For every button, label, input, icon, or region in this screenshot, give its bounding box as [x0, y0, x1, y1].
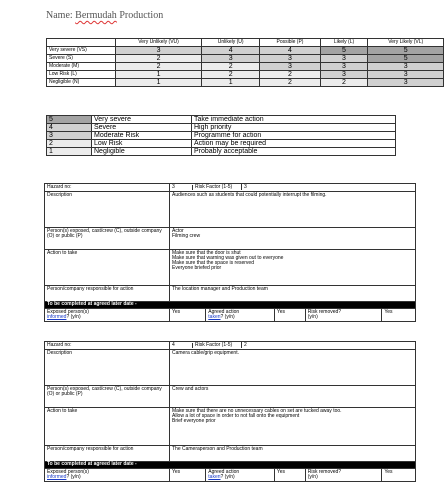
legend-number: 1	[47, 148, 92, 156]
legend-number: 2	[47, 140, 92, 148]
legend-row	[47, 132, 396, 140]
matrix-col-header: Possible (P)	[260, 39, 320, 47]
risk-removed-label: Risk removed? (y/n)	[305, 309, 382, 322]
legend-action: High priority	[192, 124, 396, 132]
persons-line: Filming crew	[172, 233, 201, 239]
action-line: Allow a lot of space in order to not fall onto the equipment	[172, 413, 300, 419]
matrix-cell: 2	[260, 79, 320, 87]
hazard-no-value: 3	[172, 184, 175, 190]
title-name: Bermudah	[75, 10, 117, 21]
hazard-no-label: Hazard no:	[45, 342, 170, 350]
risk-legend	[46, 115, 396, 156]
risk-factor-value: 2	[241, 342, 247, 348]
legend-label: Severe	[92, 124, 192, 132]
matrix-corner-cell	[47, 39, 116, 47]
hazard-no-row	[170, 342, 416, 350]
matrix-cell: 3	[116, 47, 202, 55]
exposed-informed-label: Exposed person(s) informed? (y/n)	[45, 309, 170, 322]
exposed-informed-label: Exposed person(s) informed? (y/n)	[45, 469, 170, 482]
matrix-row	[47, 71, 444, 79]
agreed-action-label: Agreed action taken? (y/n)	[206, 309, 275, 322]
completed-banner: To be completed at agreed later date -	[45, 302, 416, 309]
risk-matrix	[46, 38, 444, 87]
matrix-col-header: Unlikely (U)	[202, 39, 260, 47]
action-label: Action to take	[45, 408, 170, 446]
informed-value: Yes	[170, 469, 206, 482]
matrix-cell: 3	[260, 63, 320, 71]
matrix-row	[47, 47, 444, 55]
legend-action: Programme for action	[192, 132, 396, 140]
risk-removed-value: Yes	[382, 309, 416, 322]
agreed-action-value: Yes	[274, 309, 305, 322]
risk-factor-label: Risk Factor (1-5)	[192, 185, 241, 190]
description-value: Camera cable/grip equipment.	[170, 350, 416, 386]
matrix-cell: 1	[116, 71, 202, 79]
description-value: Audiences such as students that could potentially interrupt the filming.	[170, 192, 416, 228]
action-line: Make sure that warning was given out to everyone	[172, 255, 284, 261]
hazard-table	[44, 341, 416, 482]
matrix-cell: 3	[320, 63, 368, 71]
hazard-no-value: 4	[172, 342, 175, 348]
action-value	[170, 408, 416, 446]
description-label: Description	[45, 350, 170, 386]
description-label: Description	[45, 192, 170, 228]
risk-removed-value: Yes	[382, 469, 416, 482]
matrix-row	[47, 79, 444, 87]
matrix-cell: 5	[320, 47, 368, 55]
matrix-cell: 1	[202, 79, 260, 87]
risk-factor-label: Risk Factor (1-5)	[192, 343, 241, 348]
action-line: Make sure that there are no unnecessary cables on set are tucked away too.	[172, 408, 342, 414]
matrix-cell: 3	[320, 71, 368, 79]
matrix-cell: 3	[368, 79, 444, 87]
matrix-cell: 3	[368, 63, 444, 71]
agreed-action-label: Agreed action taken? (y/n)	[206, 469, 275, 482]
matrix-cell: 3	[368, 71, 444, 79]
action-line: Make sure that the door is shut	[172, 250, 241, 256]
responsible-value: The location manager and Production team	[170, 286, 416, 302]
matrix-cell: 3	[320, 55, 368, 63]
legend-action: Action may be required	[192, 140, 396, 148]
persons-exposed-value	[170, 228, 416, 250]
matrix-cell: 1	[116, 79, 202, 87]
responsible-value: The Cameraperson and Production team	[170, 446, 416, 462]
agreed-action-value: Yes	[274, 469, 305, 482]
legend-row	[47, 124, 396, 132]
legend-action: Probably acceptable	[192, 148, 396, 156]
matrix-col-header: Very Likely (VL)	[368, 39, 444, 47]
responsible-label: Person/company responsible for action	[45, 446, 170, 462]
legend-number: 5	[47, 116, 92, 124]
matrix-col-header: Likely (L)	[320, 39, 368, 47]
informed-value: Yes	[170, 309, 206, 322]
matrix-header-row	[47, 39, 444, 47]
legend-label: Negligible	[92, 148, 192, 156]
risk-removed-label: Risk removed? (y/n)	[305, 469, 382, 482]
page-title: Name: Bermudah Production	[46, 10, 164, 21]
completed-banner: To be completed at agreed later date -	[45, 462, 416, 469]
matrix-row-label: Very severe (VS)	[47, 47, 116, 55]
matrix-row-label: Moderate (M)	[47, 63, 116, 71]
matrix-cell: 2	[202, 71, 260, 79]
matrix-cell: 3	[202, 55, 260, 63]
hazard-no-label: Hazard no:	[45, 184, 170, 192]
persons-exposed-value	[170, 386, 416, 408]
matrix-cell: 2	[202, 63, 260, 71]
matrix-row-label: Low Risk (L)	[47, 71, 116, 79]
responsible-label: Person/company responsible for action	[45, 286, 170, 302]
hazard-no-row	[170, 184, 416, 192]
action-line: Make sure that the space is reserved	[172, 260, 254, 266]
risk-factor-value: 3	[241, 184, 247, 190]
action-label: Action to take	[45, 250, 170, 286]
matrix-col-header: Very Unlikely (VU)	[116, 39, 202, 47]
matrix-row-label: Negligible (N)	[47, 79, 116, 87]
matrix-cell: 2	[320, 79, 368, 87]
persons-line: Actor	[172, 228, 184, 234]
matrix-cell: 2	[260, 71, 320, 79]
matrix-row	[47, 63, 444, 71]
matrix-cell: 4	[260, 47, 320, 55]
action-line: Brief everyone prior	[172, 418, 216, 424]
legend-row	[47, 116, 396, 124]
persons-exposed-label: Person(s) exposed, cast/crew (C), outside company (O) or public (P)	[45, 228, 170, 250]
legend-row	[47, 148, 396, 156]
legend-action: Take immediate action	[192, 116, 396, 124]
persons-exposed-label: Person(s) exposed, cast/crew (C), outside company (O) or public (P)	[45, 386, 170, 408]
matrix-cell: 5	[368, 47, 444, 55]
legend-label: Low Risk	[92, 140, 192, 148]
legend-label: Moderate Risk	[92, 132, 192, 140]
action-value	[170, 250, 416, 286]
persons-line: Crew and actors	[172, 386, 209, 392]
action-line: Everyone briefed prior	[172, 265, 222, 271]
legend-label: Very severe	[92, 116, 192, 124]
matrix-cell: 2	[116, 55, 202, 63]
matrix-cell: 5	[368, 55, 444, 63]
legend-row	[47, 140, 396, 148]
hazard-table	[44, 183, 416, 322]
matrix-cell: 2	[116, 63, 202, 71]
matrix-row-label: Severe (S)	[47, 55, 116, 63]
legend-number: 3	[47, 132, 92, 140]
matrix-cell: 3	[260, 55, 320, 63]
matrix-row	[47, 55, 444, 63]
legend-number: 4	[47, 124, 92, 132]
matrix-cell: 4	[202, 47, 260, 55]
